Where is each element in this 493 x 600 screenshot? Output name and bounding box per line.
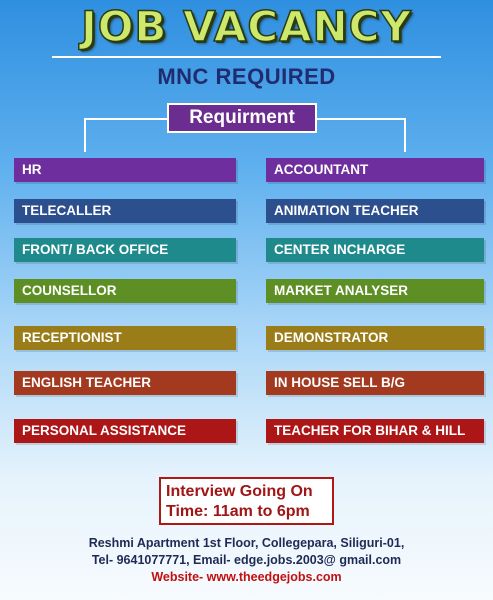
- job-right-2: ANIMATION TEACHER: [266, 199, 484, 223]
- connector-right: [317, 118, 406, 120]
- job-left-7: PERSONAL ASSISTANCE: [14, 419, 236, 443]
- interview-time: Time: 11am to 6pm: [166, 503, 310, 520]
- job-right-3: CENTER INCHARGE: [266, 238, 484, 262]
- title-underline: [52, 56, 441, 58]
- address-line: Reshmi Apartment 1st Floor, Collegepara, Siliguri-01,: [88, 536, 405, 550]
- job-left-5: RECEPTIONIST: [14, 326, 236, 350]
- mnc-required-subtitle: MNC REQUIRED: [157, 64, 336, 89]
- job-left-3: FRONT/ BACK OFFICE: [14, 238, 236, 262]
- job-right-4: MARKET ANALYSER: [266, 279, 484, 303]
- job-left-4: COUNSELLOR: [14, 279, 236, 303]
- job-right-1: ACCOUNTANT: [266, 158, 484, 182]
- job-left-2: TELECALLER: [14, 199, 236, 223]
- job-right-6: IN HOUSE SELL B/G: [266, 371, 484, 395]
- website-line: Website- www.theedgejobs.com: [151, 570, 342, 584]
- connector-left: [84, 118, 167, 120]
- interview-box: [159, 477, 334, 525]
- connector-left-drop: [84, 118, 86, 152]
- interview-status: Interview Going On: [166, 483, 313, 500]
- job-right-5: DEMONSTRATOR: [266, 326, 484, 350]
- job-right-7: TEACHER FOR BIHAR & HILL: [266, 419, 484, 443]
- job-vacancy-title: JOB VACANCY: [81, 2, 412, 51]
- requirement-label: Requirment: [167, 103, 317, 133]
- job-left-1: HR: [14, 158, 236, 182]
- phone-email-line: Tel- 9641077771, Email- edge.jobs.2003@ gmail.com: [91, 553, 402, 567]
- connector-right-drop: [404, 118, 406, 152]
- job-left-6: ENGLISH TEACHER: [14, 371, 236, 395]
